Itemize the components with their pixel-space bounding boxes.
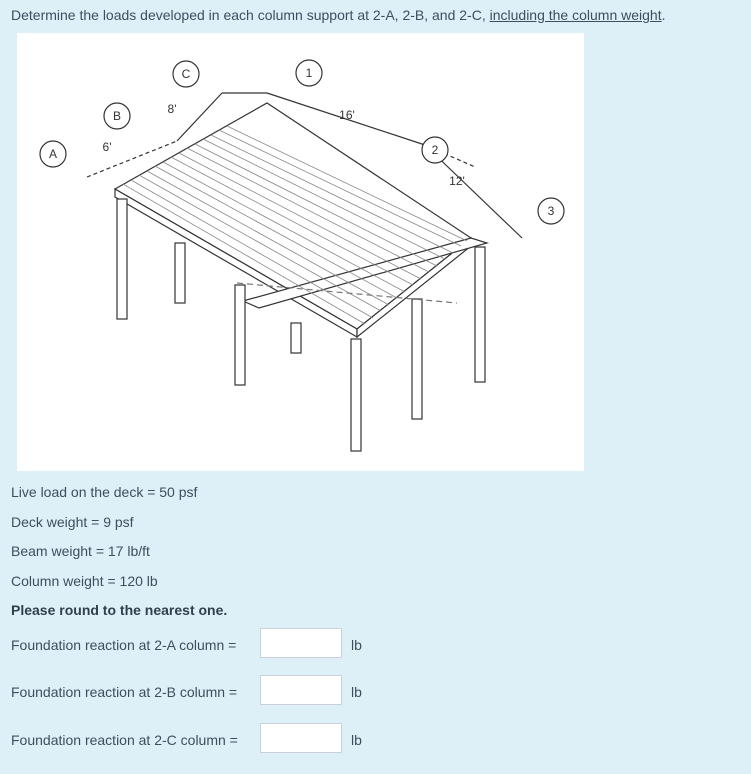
answer-unit-2a: lb (351, 637, 362, 653)
answer-input-2a[interactable] (260, 628, 342, 658)
question-text (11, 7, 666, 23)
answer-input-2b[interactable] (260, 675, 342, 705)
answer-label-2a: Foundation reaction at 2-A column = (11, 637, 237, 653)
dimension-8ft: 8' (167, 102, 177, 116)
answer-row-2b (11, 675, 371, 709)
dimension-6ft: 6' (102, 140, 112, 154)
grid-label-3: 3 (547, 204, 555, 218)
grid-label-b: B (112, 109, 122, 123)
deck-isometric-drawing (17, 33, 584, 471)
grid-label-a: A (48, 147, 58, 161)
answer-unit-2b: lb (351, 684, 362, 700)
answer-input-2c[interactable] (260, 723, 342, 753)
beam-weight-text: Beam weight = 17 lb/ft (11, 543, 150, 559)
grid-label-c: C (181, 67, 191, 81)
column-weight-emphasis: including the column weight (489, 7, 662, 23)
deck-weight-text: Deck weight = 9 psf (11, 514, 134, 530)
deck-framing-figure (17, 33, 584, 471)
question-end: . (661, 7, 666, 23)
answer-label-2c: Foundation reaction at 2-C column = (11, 732, 238, 748)
grid-label-1: 1 (305, 66, 313, 80)
grid-label-2: 2 (431, 143, 439, 157)
answer-label-2b: Foundation reaction at 2-B column = (11, 684, 238, 700)
question-main: Determine the loads developed in each column support at 2-A, 2-B, and 2-C, (11, 7, 490, 23)
answer-unit-2c: lb (351, 732, 362, 748)
dimension-16ft: 16' (339, 108, 355, 122)
dimension-12ft: 12' (449, 174, 465, 188)
rounding-instruction: Please round to the nearest one. (11, 602, 228, 618)
answer-row-2c (11, 723, 371, 757)
live-load-text: Live load on the deck = 50 psf (11, 484, 198, 500)
answer-row-2a (11, 628, 371, 662)
column-weight-text: Column weight = 120 lb (11, 573, 158, 589)
